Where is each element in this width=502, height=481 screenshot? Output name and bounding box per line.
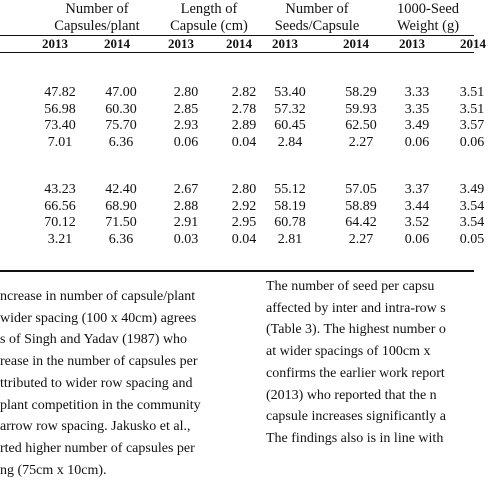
table-cell: 71.50 bbox=[105, 215, 137, 230]
year-label: 2013 bbox=[168, 36, 194, 51]
header-length-line2: Capsule (cm) bbox=[170, 18, 248, 34]
table-cell: 57.05 bbox=[345, 182, 377, 197]
paragraph-line: wider spacing (100 x 40cm) agrees bbox=[0, 310, 197, 326]
table-cell: 56.98 bbox=[44, 101, 76, 117]
table-cell: 3.44 bbox=[404, 198, 430, 214]
year-label: 2013 bbox=[399, 36, 425, 51]
table-cell: 2.95 bbox=[231, 215, 257, 230]
table-cell: 2.78 bbox=[231, 101, 257, 117]
table-row bbox=[0, 118, 485, 134]
paragraph-line: at wider spacings of 100cm x bbox=[266, 344, 431, 360]
paragraph-line: The findings also is in line with bbox=[266, 430, 444, 446]
table-cell: 2.93 bbox=[173, 118, 199, 133]
table-cell: 2.81 bbox=[277, 231, 303, 247]
year-label: 2014 bbox=[104, 36, 130, 51]
right-paragraph bbox=[266, 276, 474, 450]
table-cell: 2.84 bbox=[277, 134, 303, 150]
paragraph-line: affected by inter and intra-row s bbox=[266, 300, 446, 316]
year-label: 2014 bbox=[226, 36, 252, 51]
table-cell: 0.06 bbox=[404, 231, 430, 247]
table-row bbox=[0, 198, 485, 215]
paragraph-line: s of Singh and Yadav (1987) who bbox=[0, 332, 188, 348]
table-cell: 43.23 bbox=[44, 182, 76, 197]
table-cell: 2.80 bbox=[231, 182, 257, 197]
table-cell: 47.00 bbox=[105, 85, 137, 100]
table-row bbox=[0, 215, 485, 231]
table-cell: 0.06 bbox=[173, 134, 199, 150]
rule-table-bottom bbox=[0, 270, 474, 272]
paragraph-line: plant competition in the community bbox=[0, 397, 201, 413]
table-cell: 57.32 bbox=[274, 101, 306, 117]
table-cell: 0.06 bbox=[404, 134, 430, 150]
table-cell: 3.57 bbox=[459, 118, 485, 133]
table-cell: 3.33 bbox=[404, 85, 430, 100]
table-cell: 2.88 bbox=[173, 198, 199, 214]
header-seeds-line1: Number of bbox=[285, 1, 349, 17]
table-cell: 73.40 bbox=[44, 118, 76, 133]
header-seeds-line2: Seeds/Capsule bbox=[274, 18, 360, 34]
table-row bbox=[0, 231, 485, 248]
table-cell: 2.82 bbox=[231, 85, 257, 100]
table-cell: 2.92 bbox=[231, 198, 257, 214]
header-capsules-line2: Capsules/plant bbox=[54, 18, 140, 34]
table-cell: 7.01 bbox=[47, 134, 73, 150]
table-cell: 3.52 bbox=[404, 215, 430, 230]
left-paragraph bbox=[0, 286, 232, 481]
header-length-line1: Length of bbox=[180, 1, 238, 17]
table-cell: 3.51 bbox=[459, 101, 485, 117]
table-cell: 53.40 bbox=[274, 85, 306, 100]
table-cell: 2.91 bbox=[173, 215, 199, 230]
year-label: 2013 bbox=[42, 36, 68, 51]
header-weight-line2: Weight (g) bbox=[396, 18, 460, 34]
table-row bbox=[0, 134, 485, 151]
paragraph-line: ng (75cm x 10cm). bbox=[0, 462, 107, 478]
paragraph-line: (2013) who reported that the n bbox=[266, 387, 437, 403]
table-cell: 2.85 bbox=[173, 101, 199, 117]
table-cell: 68.90 bbox=[105, 198, 137, 214]
table-cell: 2.67 bbox=[173, 182, 199, 197]
paragraph-line: ttributed to wider row spacing and bbox=[0, 375, 193, 391]
rule-header-bottom bbox=[0, 52, 474, 53]
year-label: 2014 bbox=[343, 36, 369, 51]
table-cell: 66.56 bbox=[44, 198, 76, 214]
table-row bbox=[0, 85, 485, 101]
paragraph-line: rted higher number of capsules per bbox=[0, 440, 195, 456]
table-cell: 3.35 bbox=[404, 101, 430, 117]
paragraph-line: capsule increases significantly a bbox=[266, 409, 446, 425]
paragraph-line: ncrease in number of capsule/plant bbox=[0, 289, 196, 304]
table-cell: 3.54 bbox=[459, 198, 485, 214]
paragraph-line: arrow row spacing. Jakusko et al., bbox=[0, 419, 191, 435]
paragraph-line: rease in the number of capsules per bbox=[0, 354, 198, 370]
table-cell: 0.04 bbox=[231, 134, 257, 150]
table-cell: 3.49 bbox=[459, 182, 485, 197]
table-cell: 6.36 bbox=[108, 231, 134, 247]
paragraph-line: The number of seed per capsu bbox=[266, 279, 435, 294]
header-capsules-line1: Number of bbox=[65, 1, 129, 17]
table-cell: 3.54 bbox=[459, 215, 485, 230]
table-cell: 0.05 bbox=[459, 231, 485, 247]
table-cell: 47.82 bbox=[44, 85, 76, 100]
paragraph-line: (Table 3). The highest number o bbox=[266, 322, 446, 338]
table-cell: 70.12 bbox=[44, 215, 76, 230]
table-row bbox=[0, 101, 485, 118]
header-weight-line1: 1000-Seed bbox=[396, 1, 459, 17]
table-cell: 58.89 bbox=[345, 198, 377, 214]
table-cell: 55.12 bbox=[274, 182, 306, 197]
table-cell: 2.27 bbox=[348, 231, 374, 247]
table-cell: 2.80 bbox=[173, 85, 199, 100]
year-label: 2013 bbox=[272, 36, 298, 51]
table-cell: 60.30 bbox=[105, 101, 137, 117]
table-cell: 60.78 bbox=[274, 215, 306, 230]
table-cell: 2.27 bbox=[348, 134, 374, 150]
table-cell: 0.03 bbox=[173, 231, 199, 247]
table-cell: 0.04 bbox=[231, 231, 257, 247]
table-cell: 0.06 bbox=[459, 134, 485, 150]
table-cell: 62.50 bbox=[345, 118, 377, 133]
table-cell: 59.93 bbox=[345, 101, 377, 117]
table-cell: 58.19 bbox=[274, 198, 306, 214]
table-row bbox=[0, 182, 485, 198]
table-cell: 2.89 bbox=[231, 118, 257, 133]
table-cell: 6.36 bbox=[108, 134, 134, 150]
table-cell: 3.21 bbox=[47, 231, 73, 247]
table-cell: 3.37 bbox=[404, 182, 430, 197]
paragraph-line: confirms the earlier work report bbox=[266, 365, 445, 381]
table-cell: 64.42 bbox=[345, 215, 377, 230]
table-cell: 75.70 bbox=[105, 118, 137, 133]
table-cell: 3.51 bbox=[459, 85, 485, 100]
table-cell: 42.40 bbox=[105, 182, 137, 197]
table-cell: 60.45 bbox=[274, 118, 306, 133]
year-label: 2014 bbox=[460, 36, 486, 51]
table-cell: 58.29 bbox=[345, 85, 377, 100]
table-cell: 3.49 bbox=[404, 118, 430, 133]
